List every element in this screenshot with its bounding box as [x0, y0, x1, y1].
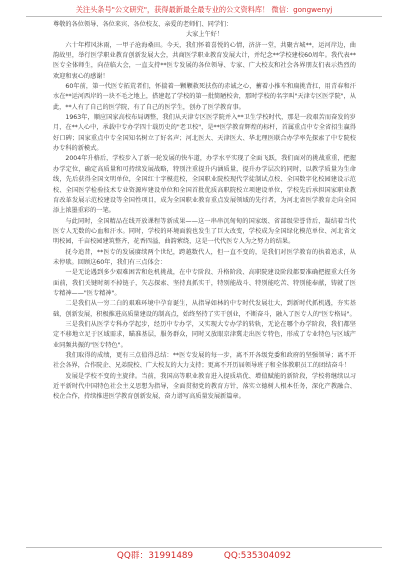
paragraph: 2004年升格后，学校步入了新一轮发展的快车道，办学水平实现了全面飞跃，我们面对的挑战重重，把握办学定位，确定高质量和可持续发展战略，特别注重提升内涵质量，提升办学层次的同时，以教学质量为生命线，先后获得全国文明单位，全国红十字模范校，全国职业院校现代学徒制试点校、全国数字化校园建设示范校、全国医学检验技术专业资源库建设单位和全国首批优质高职院校立项建设单位，学校先后承担国家职业教育改革发展示范校建设等全国性项目，成为全国职业教育重点发展领域的先行者，为河北省医学教育走向全国添上浓墨重彩的一笔。: [53, 155, 356, 215]
paragraph: 与此同时，全国精品在线开放课程等新成果——这一串串沉甸甸的国家级、省部级荣誉背后，凝结着当代医专人无数的心血和汗水。同时，学校的环境面貌也发生了巨大改变，学校成为全国绿化模范单位、河北省文明校园，千亩校园建筑整齐，花香四溢，曲韵萦绕，这是一代代医专人为之努力的结果。: [53, 217, 356, 246]
header-divider: [26, 16, 382, 17]
paragraph: 抚今追昔，**医专的发展赓续两个世纪，跨越数代人，但一直不变的，是我们对医学教育的执着追求，从未停歇。回顾这60年，我们有三点体会：: [53, 248, 356, 266]
paragraph: 我们取得的成绩，更有三点值得总结：**医专发展的每一步，离不开各级党委和政府的坚强领导；离不开社会各界，合作院企、兄弟院校、广大校友的大力支持；更离不开历届领导班子和全体教职员工的团结奋斗！: [53, 352, 356, 370]
header-banner: 关注头条号"公文研究"，获得最新最全最专业的公文资料库！ 微信：gongwenyj: [75, 5, 333, 14]
paragraph: 一是无论遇到多少艰难困苦和危机挑战，在中专阶段、升格阶段、高职院建设阶段都要准确把握重大任务面前，我们关键时刻不掉链子，矢志探索、坚持真抓实干，特别能战斗、特别能吃苦、特别能奉献，铸就了医专精神——"医专精神"。: [53, 269, 356, 297]
paragraph: 二是我们从一穷二白的艰难环境中孕育诞生，从指导如林的中专时代发展壮大，到新时代抓机遇，夯实基础，创新发展，积极推进高质量建设的制高点，始终坚持了实干创业，不断奋斗，融入了医专人的"医专格局"。: [53, 300, 356, 318]
paragraph: 六十年栉风沐雨，一甲子沧海桑田。今天，我们怀着喜悦的心情，济济一堂，共聚古城**，运河岸边，曲韵故里，举行医学职业教育创新发展大会，共商医学职业教育发展大计，并纪念**学校建校60周年。我代表**医专全体师生，向莅临大会，一直支持**医专发展的各位领导、专家、广大校友和社会各界朋友们表示热烈的欢迎和衷心的感谢！: [53, 41, 356, 80]
greeting: 大家上午好！: [185, 31, 224, 39]
paragraph: 1963年，顺应国家高校布局调整，我们从天津专区医学院并入**卫生学校时代，那是一段艰苦而奋发的岁月，在**人心中，承载中专办学四十载历史的"老卫校"，是**医学教育辉煌的标杆，首属重点中专全省招生赢得好口碑；国家重点中专全国知名树立了好名声；河北医大、天津医大、华北理医联合办学率先探索了中专院校办专科的新模式。: [53, 114, 356, 153]
qq-group-number: QQ群：31991489: [116, 551, 194, 561]
paragraph: 发展是学校不变的主旋律。当前，我国高等职业教育进入提质培优、增值赋能的新阶段，学校将继续以习近平新时代中国特色社会主义思想为指导，全面贯彻党的教育方针，落实立德树人根本任务，深化产教融合、校企合作，持续推进医学教育创新发展，奋力谱写高质量发展新篇章。: [53, 372, 356, 401]
footer-contact: [0, 550, 408, 562]
paragraph: 三是我们从医学专科办学起步，经历中专办学，又实现大专办学的转轨，无论在哪个办学阶段，我们都坚定不移地立足于区域需求，瞄准基层，服务群众，同时又放眼京津冀走出医专特色，形成了专业特色与区域产业同频共振的"医专特色"。: [53, 320, 356, 349]
qq-number: QQ:535304092: [223, 551, 292, 561]
speech-body: [53, 20, 356, 403]
paragraph: 60年前，第一代医专拓荒者们，怀揣着一颗颗救死扶伤的赤诚之心，蓄着小推车和扁挑背扛，用青春和汗水在**运河西岸的一块不毛之地上，搭建起了学校的第一批简陋校舍，那时学校的名字叫"天津专区医学院"，从此，**人有了自己的医学院，有了自己的医学生，创办了医学教育事。: [53, 83, 356, 111]
footer-divider: [26, 547, 382, 548]
salutation: 尊敬的各位领导、各位来宾、各位校友、亲爱的老师们、同学们：: [53, 21, 233, 28]
